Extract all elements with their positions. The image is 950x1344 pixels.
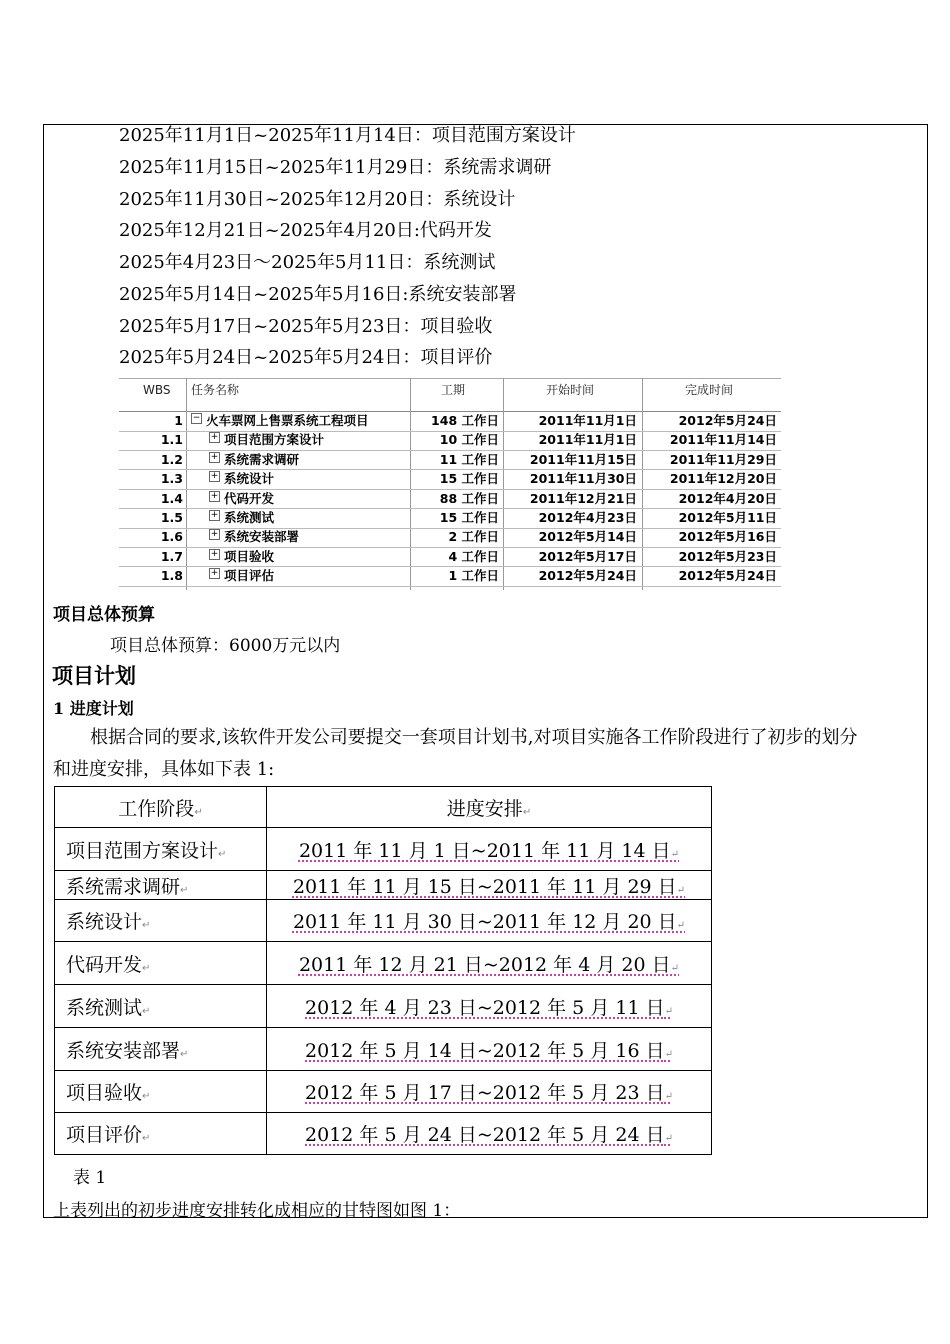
phase-label: 系统设计 xyxy=(66,911,143,933)
phase-label: 项目评价 xyxy=(66,1124,143,1146)
schedule-line: 2025年11月1日~2025年11月14日：项目范围方案设计 xyxy=(119,125,576,146)
schedule-cell xyxy=(267,1113,712,1155)
intro-line-2: 和进度安排，具体如下表 1: xyxy=(53,759,275,780)
wbs-task-name xyxy=(209,469,274,488)
schedule-label: 2012 年 5 月 17 日~2012 年 5 月 23 日 xyxy=(305,1082,665,1104)
wbs-row xyxy=(119,547,781,568)
expand-icon[interactable]: + xyxy=(210,432,219,443)
schedule-label: 2012 年 5 月 14 日~2012 年 5 月 16 日 xyxy=(305,1039,665,1062)
progress-table-row xyxy=(55,985,712,1028)
progress-table-row xyxy=(55,900,712,942)
wbs-end-cell: 2012年4月20日 xyxy=(678,490,777,506)
progress-table-header xyxy=(55,787,712,828)
wbs-end-cell: 2012年5月23日 xyxy=(678,548,777,564)
header-wbs: WBS xyxy=(143,383,171,397)
paragraph-mark-icon: ↵ xyxy=(180,1048,189,1060)
expand-icon[interactable]: + xyxy=(210,490,219,501)
paragraph-mark-icon: ↵ xyxy=(670,962,680,974)
paragraph-mark-icon: ↵ xyxy=(664,1048,673,1060)
progress-table-row xyxy=(55,1028,712,1071)
phase-label: 代码开发 xyxy=(66,953,143,976)
expand-icon[interactable]: + xyxy=(210,548,219,559)
phase-label: 项目验收 xyxy=(66,1082,143,1104)
paragraph-mark-icon: ↵ xyxy=(142,962,151,974)
wbs-duration-cell: 88 工作日 xyxy=(439,490,499,506)
wbs-end-cell: 2012年5月24日 xyxy=(678,413,777,428)
wbs-wbs-cell: 1.7 xyxy=(160,548,183,564)
phase-cell xyxy=(55,828,267,871)
schedule-line: 2025年12月21日~2025年4月20日:代码开发 xyxy=(119,220,492,241)
paragraph-mark-icon: ↵ xyxy=(180,884,189,896)
wbs-task-label: 项目验收 xyxy=(224,548,275,564)
schedule-line: 2025年4月23日～2025年5月11日：系统测试 xyxy=(119,252,496,273)
wbs-row xyxy=(119,489,781,510)
progress-table-row xyxy=(55,828,712,871)
schedule-line: 2025年5月17日~2025年5月23日：项目验收 xyxy=(119,316,493,337)
wbs-task-label: 系统需求调研 xyxy=(224,451,300,467)
budget-text: 项目总体预算：6000万元以内 xyxy=(110,636,341,656)
wbs-header xyxy=(119,378,781,412)
progress-heading: 1 进度计划 xyxy=(53,699,134,718)
wbs-duration-cell: 4 工作日 xyxy=(448,548,499,564)
wbs-task-name xyxy=(209,566,274,585)
wbs-task-label: 火车票网上售票系统工程项目 xyxy=(206,413,369,428)
phase-label: 系统测试 xyxy=(66,996,143,1019)
wbs-end-cell: 2011年12月20日 xyxy=(669,471,777,487)
wbs-end-cell: 2011年11月14日 xyxy=(669,432,777,448)
wbs-start-cell: 2011年12月21日 xyxy=(529,490,637,506)
wbs-row xyxy=(119,411,781,432)
progress-table xyxy=(54,786,712,1155)
wbs-wbs-cell: 1.5 xyxy=(160,510,183,525)
paragraph-mark-icon: ↵ xyxy=(142,1133,151,1144)
schedule-line: 2025年5月24日~2025年5月24日：项目评价 xyxy=(119,347,493,368)
wbs-start-cell: 2012年5月24日 xyxy=(538,568,637,584)
wbs-duration-cell: 10 工作日 xyxy=(439,432,499,448)
wbs-start-cell: 2011年11月15日 xyxy=(529,451,637,467)
progress-table-row xyxy=(55,942,712,985)
wbs-start-cell: 2012年5月14日 xyxy=(538,529,637,545)
wbs-task-name xyxy=(209,527,299,546)
paragraph-mark-icon: ↵ xyxy=(142,1005,151,1017)
paragraph-mark-icon: ↵ xyxy=(670,848,680,860)
schedule-cell xyxy=(267,942,712,985)
schedule-line: 2025年11月30日~2025年12月20日：系统设计 xyxy=(119,189,516,210)
wbs-row xyxy=(119,566,781,587)
schedule-line: 2025年11月15日~2025年11月29日：系统需求调研 xyxy=(119,157,552,178)
wbs-task-label: 项目评估 xyxy=(224,568,275,584)
paragraph-mark-icon: ↵ xyxy=(676,884,686,896)
table-caption: 表 1 xyxy=(73,1168,107,1188)
paragraph-mark-icon: ↵ xyxy=(664,1005,673,1017)
wbs-wbs-cell: 1.4 xyxy=(160,490,183,506)
wbs-table xyxy=(119,378,781,590)
wbs-task-label: 代码开发 xyxy=(224,490,275,506)
wbs-task-name xyxy=(209,547,274,566)
schedule-label: 2012 年 4 月 23 日~2012 年 5 月 11 日 xyxy=(305,996,665,1019)
progress-table-row xyxy=(55,871,712,900)
wbs-task-label: 系统设计 xyxy=(224,471,275,487)
paragraph-mark-icon: ↵ xyxy=(142,1091,151,1102)
progress-table-row xyxy=(55,1071,712,1113)
phase-cell xyxy=(55,900,267,942)
wbs-row xyxy=(119,508,781,529)
wbs-duration-cell: 148 工作日 xyxy=(431,413,499,428)
wbs-row xyxy=(119,469,781,490)
schedule-line: 2025年5月14日~2025年5月16日:系统安装部署 xyxy=(119,284,517,305)
wbs-wbs-cell: 1.2 xyxy=(160,451,183,467)
header-schedule: 进度安排↵ xyxy=(267,787,712,828)
wbs-task-name xyxy=(209,430,324,449)
budget-heading: 项目总体预算 xyxy=(53,605,155,625)
expand-icon[interactable]: + xyxy=(210,451,219,462)
wbs-start-cell: 2012年5月17日 xyxy=(538,548,637,564)
phase-cell xyxy=(55,1071,267,1113)
phase-cell xyxy=(55,1113,267,1155)
wbs-duration-cell: 11 工作日 xyxy=(439,451,499,467)
wbs-wbs-cell: 1 xyxy=(174,413,183,428)
phase-label: 系统需求调研 xyxy=(66,875,181,898)
expand-icon[interactable]: + xyxy=(210,510,219,520)
wbs-row xyxy=(119,450,781,471)
wbs-wbs-cell: 1.3 xyxy=(160,471,183,487)
phase-label: 项目范围方案设计 xyxy=(66,839,219,862)
wbs-task-name xyxy=(191,411,369,430)
closing-text: 上表列出的初步进度安排转化成相应的甘特图如图 1： xyxy=(53,1201,461,1221)
paragraph-mark-icon: ↵ xyxy=(664,1091,673,1102)
phase-cell xyxy=(55,942,267,985)
wbs-end-cell: 2011年11月29日 xyxy=(669,451,777,467)
wbs-duration-cell: 15 工作日 xyxy=(439,510,499,525)
phase-cell xyxy=(55,1028,267,1071)
schedule-cell xyxy=(267,1071,712,1113)
wbs-end-cell: 2012年5月16日 xyxy=(678,529,777,545)
expand-icon[interactable]: + xyxy=(210,471,219,482)
wbs-task-label: 项目范围方案设计 xyxy=(224,432,325,448)
wbs-duration-cell: 2 工作日 xyxy=(448,529,499,545)
collapse-icon[interactable]: − xyxy=(192,413,201,423)
header-duration: 工期 xyxy=(441,383,466,397)
progress-table-row xyxy=(55,1113,712,1155)
expand-icon[interactable]: + xyxy=(210,529,219,540)
header-task-name: 任务名称 xyxy=(191,383,240,397)
wbs-task-label: 系统测试 xyxy=(224,510,275,525)
wbs-start-cell: 2011年11月1日 xyxy=(538,432,637,448)
wbs-start-cell: 2011年11月30日 xyxy=(529,471,637,487)
wbs-start-cell: 2012年4月23日 xyxy=(538,510,637,525)
paragraph-mark-icon: ↵ xyxy=(218,848,227,860)
schedule-cell xyxy=(267,828,712,871)
schedule-cell xyxy=(267,900,712,942)
wbs-duration-cell: 1 工作日 xyxy=(448,568,499,584)
wbs-wbs-cell: 1.6 xyxy=(160,529,183,545)
schedule-cell xyxy=(267,985,712,1028)
header-end: 完成时间 xyxy=(685,383,734,397)
wbs-task-label: 系统安装部署 xyxy=(224,529,300,545)
paragraph-mark-icon: ↵ xyxy=(142,920,151,931)
schedule-label: 2011 年 11 月 15 日~2011 年 11 月 29 日 xyxy=(292,875,677,898)
wbs-task-name xyxy=(209,508,274,527)
wbs-task-name xyxy=(209,450,299,469)
schedule-label: 2011 年 12 月 21 日~2012 年 4 月 20 日 xyxy=(298,953,671,976)
paragraph-mark-icon: ↵ xyxy=(664,1133,673,1144)
wbs-row xyxy=(119,430,781,451)
wbs-end-cell: 2012年5月24日 xyxy=(678,568,777,584)
intro-line-1: 根据合同的要求,该软件开发公司要提交一套项目计划书,对项目实施各工作阶段进行了初步的划分 xyxy=(90,727,858,748)
paragraph-mark-icon: ↵ xyxy=(676,920,686,931)
schedule-cell xyxy=(267,1028,712,1071)
phase-cell xyxy=(55,871,267,900)
wbs-wbs-cell: 1.8 xyxy=(160,568,183,584)
expand-icon[interactable]: + xyxy=(210,568,219,579)
wbs-end-cell: 2012年5月11日 xyxy=(678,510,777,525)
wbs-task-name xyxy=(209,489,274,508)
schedule-label: 2012 年 5 月 24 日~2012 年 5 月 24 日 xyxy=(305,1124,665,1146)
schedule-label: 2011 年 11 月 1 日~2011 年 11 月 14 日 xyxy=(298,839,671,862)
wbs-row xyxy=(119,527,781,548)
header-start: 开始时间 xyxy=(546,383,595,397)
header-phase: 工作阶段↵ xyxy=(55,787,267,828)
wbs-start-cell: 2011年11月1日 xyxy=(538,413,637,428)
schedule-label: 2011 年 11 月 30 日~2011 年 12 月 20 日 xyxy=(292,911,677,933)
phase-label: 系统安装部署 xyxy=(66,1039,181,1062)
plan-heading: 项目计划 xyxy=(52,663,136,688)
phase-cell xyxy=(55,985,267,1028)
wbs-wbs-cell: 1.1 xyxy=(160,432,183,448)
wbs-duration-cell: 15 工作日 xyxy=(439,471,499,487)
schedule-cell xyxy=(267,871,712,900)
